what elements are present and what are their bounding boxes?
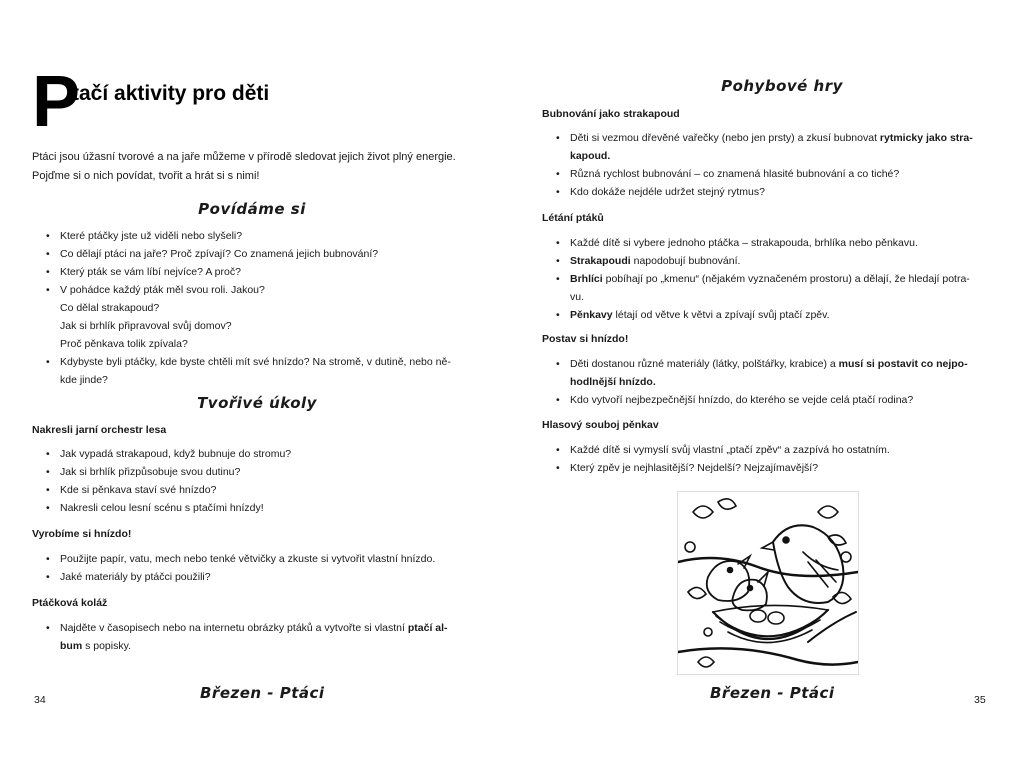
list-item: • Které ptáčky jste už viděli nebo slyšeli? xyxy=(32,227,482,245)
letani-list xyxy=(542,234,1004,324)
list-item: • Různá rychlost bubnování – co znamená hlasité bubnování a co tiché? xyxy=(542,165,1004,183)
list-subitem: Proč pěnkava tolik zpívala? xyxy=(60,338,188,350)
list-item xyxy=(542,355,1004,373)
text-run: Najděte v časopisech nebo na internetu obrázky ptáků a vytvořte si vlastní xyxy=(60,622,408,634)
postav-list xyxy=(542,355,1004,409)
subheading-souboj: Hlasový souboj pěnkav xyxy=(542,419,659,431)
bold-run: musí si postavit co nejpo- xyxy=(838,358,968,370)
subheading-hnizdo: Vyrobíme si hnízdo! xyxy=(32,528,132,540)
list-item: • Jak vypadá strakapoud, když bubnuje do stromu? xyxy=(32,445,482,463)
title-text: tačí aktivity pro děti xyxy=(72,82,270,105)
text-run: létají od větve k větvi a zpívají svůj ptačí zpěv. xyxy=(612,309,830,321)
bold-run: Brhlíci xyxy=(570,273,603,285)
bold-run: Strakapoudi xyxy=(570,255,631,267)
birds-nest-drawing xyxy=(678,492,858,674)
list-item-continuation: kde jinde? xyxy=(60,374,108,386)
list-item-continuation xyxy=(542,373,1004,391)
page-number: 34 xyxy=(34,694,46,706)
list-item: • Který zpěv je nejhlasitější? Nejdelší? Nejzajímavější? xyxy=(542,459,1004,477)
list-item-continuation xyxy=(542,147,1004,165)
subheading-kolaz: Ptáčková koláž xyxy=(32,597,108,609)
page-number: 35 xyxy=(974,694,986,706)
subheading-postav: Postav si hnízdo! xyxy=(542,333,629,345)
hnizdo-list xyxy=(32,550,492,586)
list-item xyxy=(542,129,1004,147)
list-item xyxy=(542,252,1004,270)
page-footer: Březen - Ptáci xyxy=(200,684,325,702)
list-item: • Jak si brhlík přizpůsobuje svou dutinu? xyxy=(32,463,482,481)
intro-paragraph xyxy=(32,148,472,186)
list-item: • Použijte papír, vatu, mech nebo tenké větvičky a zkuste si vytvořit vlastní hnízdo. xyxy=(32,550,492,568)
list-item xyxy=(32,619,492,637)
list-item: • Nakresli celou lesní scénu s ptačími hnízdy! xyxy=(32,499,482,517)
list-subitem: Co dělal strakapoud? xyxy=(60,302,160,314)
text-run: pobíhají po „kmenu“ (nějakém vyznačeném prostoru) a dělají, že hledají potra- xyxy=(602,273,970,285)
birds-nest-illustration xyxy=(677,491,859,675)
list-item: • Který pták se vám líbí nejvíce? A proč? xyxy=(32,263,482,281)
section-heading-povidame: Povídáme si xyxy=(198,200,306,218)
list-item: • Každé dítě si vybere jednoho ptáčka – strakapouda, brhlíka nebo pěnkavu. xyxy=(542,234,1004,252)
list-item-continuation xyxy=(32,637,492,655)
page-footer: Březen - Ptáci xyxy=(710,684,835,702)
list-item: • Kdybyste byli ptáčky, kde byste chtěli mít své hnízdo? Na stromě, v dutině, nebo ně- xyxy=(32,353,482,371)
povidame-list xyxy=(32,227,482,389)
subheading-bubnovani: Bubnování jako strakapoud xyxy=(542,108,680,120)
souboj-list xyxy=(542,441,1004,477)
text-run: napodobují bubnování. xyxy=(630,255,741,267)
bold-run: rytmicky jako stra- xyxy=(879,132,973,144)
bold-run: hodlnější hnízdo. xyxy=(570,376,656,388)
bubnovani-list xyxy=(542,129,1004,201)
drop-cap: P xyxy=(32,62,81,142)
list-item: • Každé dítě si vymyslí svůj vlastní „ptačí zpěv“ a zazpívá ho ostatním. xyxy=(542,441,1004,459)
intro-line: Pojďme si o nich povídat, tvořit a hrát si s nimi! xyxy=(32,170,260,182)
list-item: • Kdo vytvoří nejbezpečnější hnízdo, do kterého se vejde celá ptačí rodina? xyxy=(542,391,1004,409)
intro-line: Ptáci jsou úžasní tvorové a na jaře můžeme v přírodě sledovat jejich život plný energie. xyxy=(32,151,456,163)
bold-run: ptačí al- xyxy=(407,622,448,634)
subheading-letani: Létání ptáků xyxy=(542,212,604,224)
bold-run: kapoud. xyxy=(570,150,611,162)
text-run: Děti si vezmou dřevěné vařečky (nebo jen prsty) a zkusí bubnovat xyxy=(570,132,880,144)
list-item: • V pohádce každý pták měl svou roli. Jakou? xyxy=(32,281,482,299)
list-item: • Kde si pěnkava staví své hnízdo? xyxy=(32,481,482,499)
list-item: • Jaké materiály by ptáčci použili? xyxy=(32,568,492,586)
list-item: • Co dělají ptáci na jaře? Proč zpívají? Co znamená jejich bubnování? xyxy=(32,245,482,263)
list-item xyxy=(542,270,1004,288)
section-heading-tvorive: Tvořivé úkoly xyxy=(197,394,317,412)
bold-run: bum xyxy=(60,640,83,652)
list-item xyxy=(542,306,1004,324)
section-heading-pohybove: Pohybové hry xyxy=(721,77,843,95)
text-run: Děti dostanou různé materiály (látky, polštářky, krabice) a xyxy=(570,358,839,370)
list-item-continuation: vu. xyxy=(570,291,585,303)
subheading-orchestr: Nakresli jarní orchestr lesa xyxy=(32,424,167,436)
bold-run: Pěnkavy xyxy=(570,309,613,321)
kolaz-list xyxy=(32,619,492,655)
list-item: • Kdo dokáže nejdéle udržet stejný rytmus? xyxy=(542,183,1004,201)
list-subitem: Jak si brhlík připravoval svůj domov? xyxy=(60,320,232,332)
text-run: s popisky. xyxy=(82,640,131,652)
orchestr-list xyxy=(32,445,482,517)
